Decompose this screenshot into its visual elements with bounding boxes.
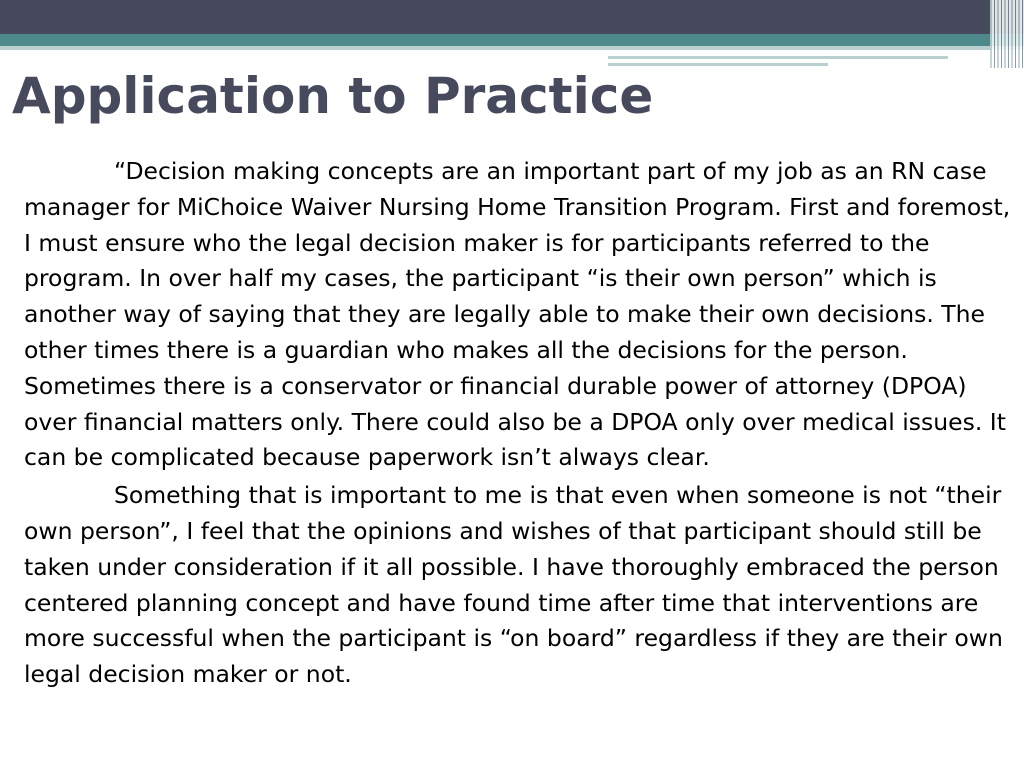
slide-body (24, 154, 1014, 695)
body-paragraph-1: “Decision making concepts are an important part of my job as an RN case manager for MiChoice Waiver Nursing Home Transition Program. First and foremost, I must ensure who the legal decision maker is for participants referred to the program. In over half my cases, the participant “is their own person” which is another way of saying that they are legally able to make their own decisions. The other times there is a guardian who makes all the decisions for the person. Sometimes there is a conservator or financial durable power of attorney (DPOA) over financial matters only. There could also be a DPOA only over medical issues. It can be complicated because paperwork isn’t always clear. (24, 157, 1011, 472)
header-stripes-decoration (990, 0, 1024, 68)
header-band-dark (0, 0, 1024, 34)
body-paragraph-2: Something that is important to me is that even when someone is not “their own person”, I feel that the opinions and wishes of that participant should still be taken under consideration if it all possible. I have thoroughly embraced the person centered planning concept and have found time after time that interventions are more successful when the participant is “on board” regardless if they are their own legal decision maker or not. (24, 481, 1003, 689)
header-band-light (0, 46, 1024, 50)
header-band-teal (0, 34, 1024, 46)
header-accent-line (608, 56, 948, 59)
slide-title: Application to Practice (12, 67, 654, 125)
